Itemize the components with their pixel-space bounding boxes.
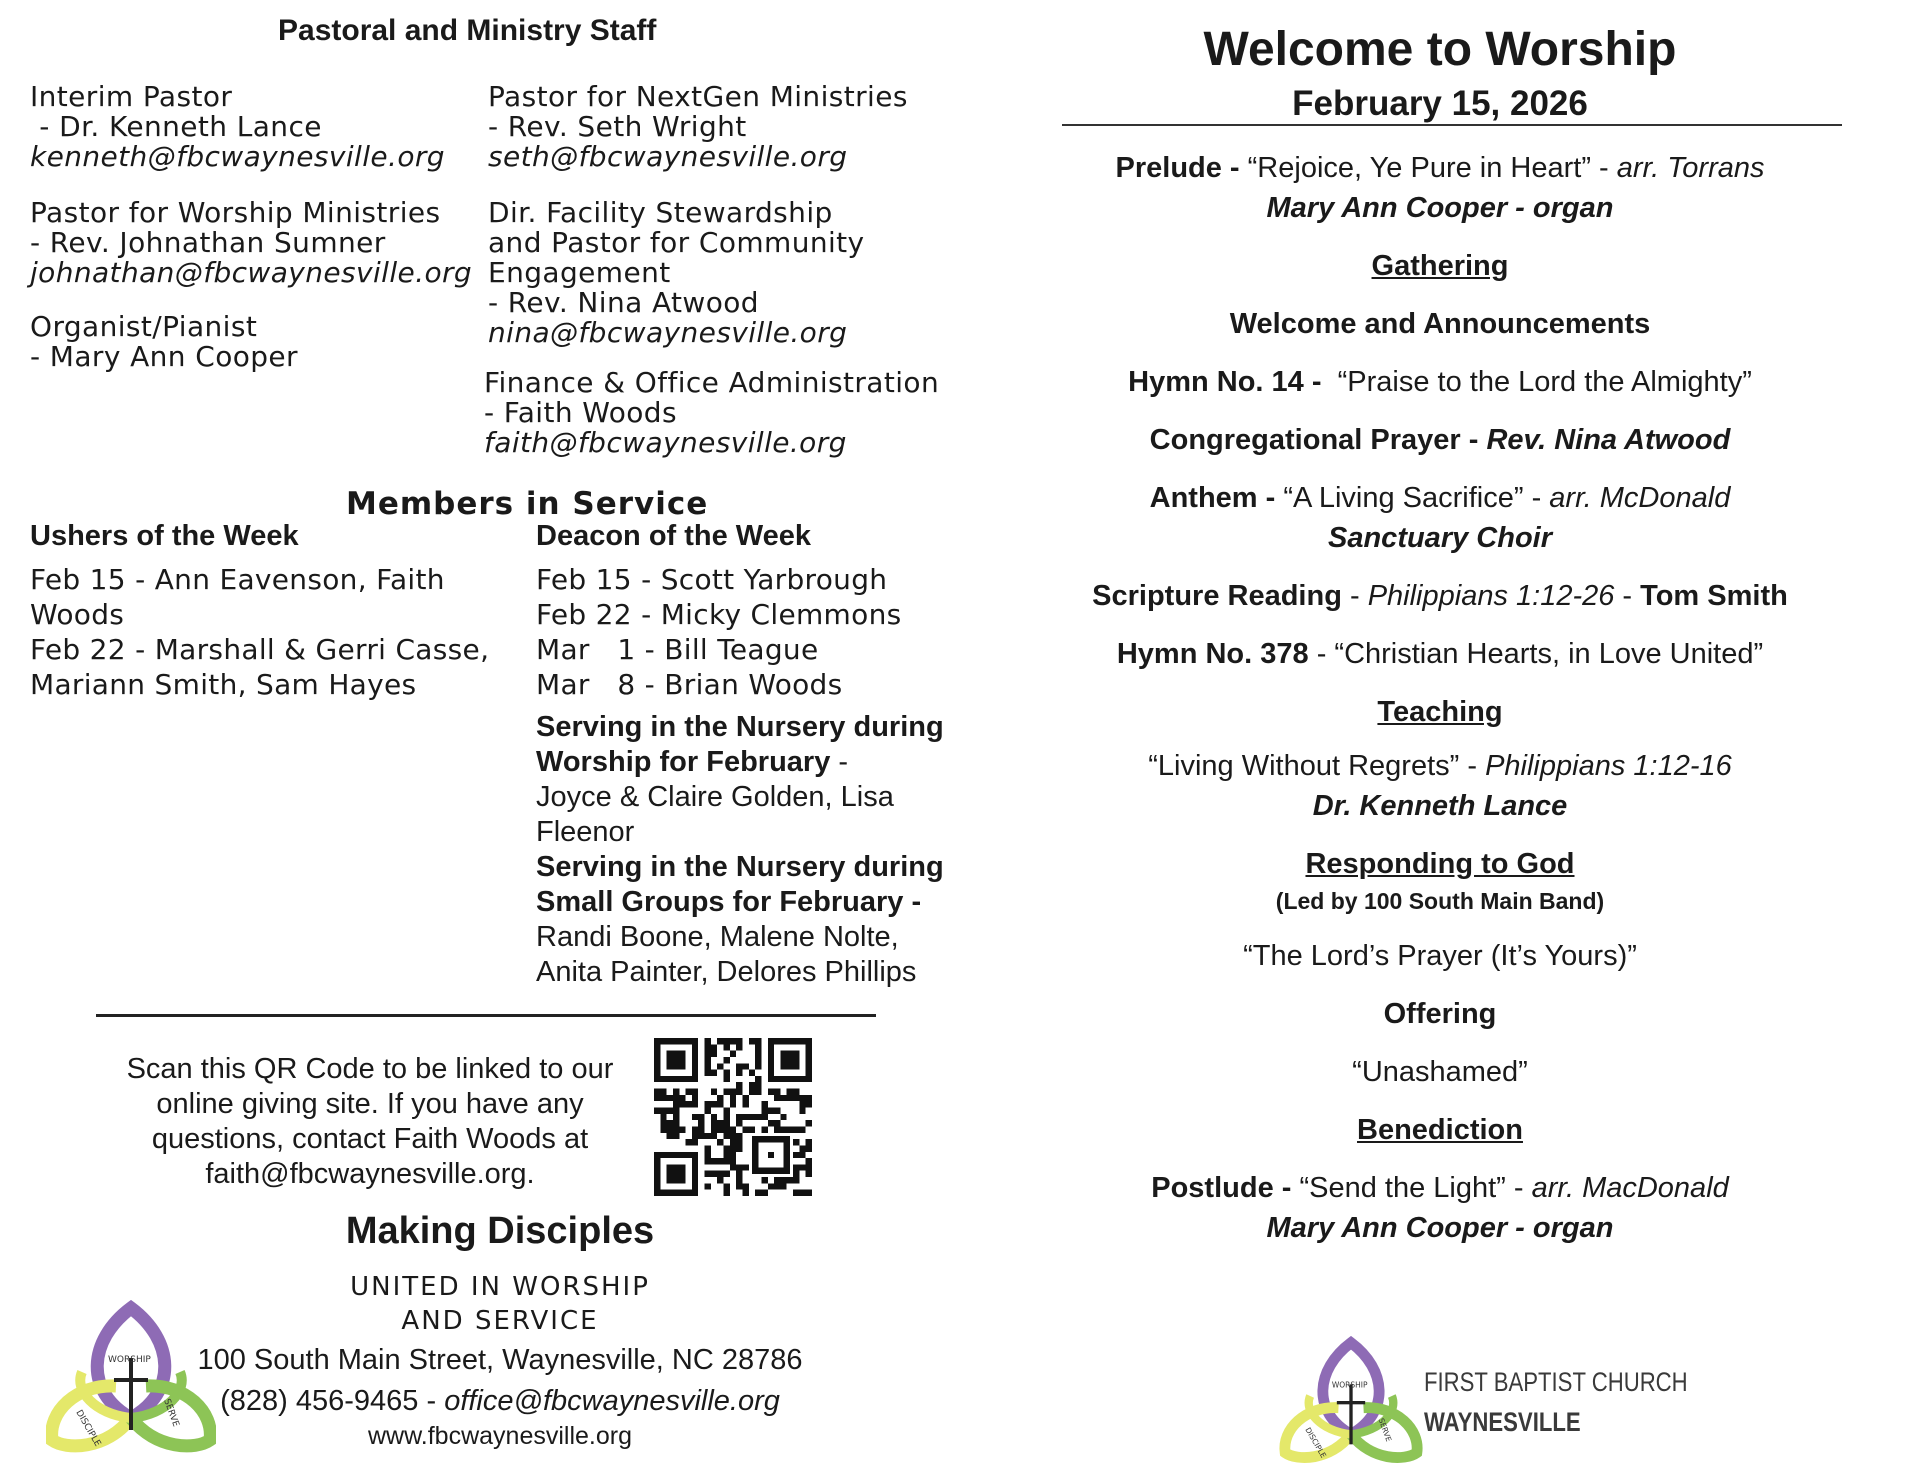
- staff-title: Interim Pastor: [30, 80, 233, 113]
- list-item: Anita Painter, Delores Phillips: [536, 956, 917, 988]
- preacher: Dr. Kenneth Lance: [1312, 790, 1568, 822]
- service-date: February 15, 2026: [1292, 84, 1588, 123]
- members-heading: Members in Service: [346, 486, 709, 522]
- page-title: Welcome to Worship: [1203, 23, 1677, 76]
- staff-right-column: [488, 82, 908, 172]
- staff-title: Pastor for Worship Ministries: [30, 196, 441, 229]
- list-item: Feb 22 - Marshall & Gerri Casse,: [30, 633, 490, 666]
- list-item: Woods: [30, 598, 125, 631]
- nursery-heading: Serving in the Nursery during: [536, 851, 944, 883]
- staff-title: Pastor for NextGen Ministries: [488, 80, 908, 113]
- giving-line: Scan this QR Code to be linked to our: [126, 1053, 614, 1085]
- giving-text: [110, 1052, 630, 1192]
- staff-name: - Rev. Johnathan Sumner: [30, 226, 386, 259]
- ushers-heading: Ushers of the Week: [30, 520, 299, 552]
- scripture-reading: Scripture Reading - Philippians 1:12-26 - Tom Smith: [1092, 580, 1788, 612]
- staff-name: - Mary Ann Cooper: [30, 340, 298, 373]
- list-item: Joyce & Claire Golden, Lisa: [536, 781, 894, 813]
- making-disciples-title: Making Disciples: [345, 1210, 655, 1252]
- phone: (828) 456-9465 -: [220, 1385, 437, 1417]
- logo-word: DISCIPLE: [1303, 1425, 1329, 1460]
- tagline-line: AND SERVICE: [401, 1306, 599, 1336]
- list-item: Feb 15 - Scott Yarbrough: [536, 563, 888, 596]
- staff-email[interactable]: nina@fbcwaynesville.org: [488, 316, 848, 349]
- church-city: WAYNESVILLE: [1424, 1407, 1581, 1437]
- deacon-heading: Deacon of the Week: [536, 520, 812, 552]
- staff-email[interactable]: kenneth@fbcwaynesville.org: [30, 140, 445, 173]
- staff-email[interactable]: seth@fbcwaynesville.org: [488, 140, 848, 173]
- qr-code[interactable]: [654, 1038, 812, 1196]
- staff-name: - Faith Woods: [484, 396, 677, 429]
- giving-line: online giving site. If you have any: [156, 1088, 584, 1120]
- tagline-line: UNITED IN WORSHIP: [350, 1272, 650, 1302]
- prelude-performer: Mary Ann Cooper - organ: [1266, 192, 1614, 224]
- ushers-list: [30, 562, 489, 702]
- nursery-heading: Small Groups for February -: [536, 886, 922, 918]
- church-address-block: [150, 1340, 850, 1422]
- address: 100 South Main Street, Waynesville, NC 28786: [197, 1344, 803, 1376]
- nursery-heading: Worship for February: [536, 746, 831, 778]
- staff-left-column: [30, 82, 445, 172]
- postlude: Postlude - “Send the Light” - arr. MacDonald: [1151, 1172, 1729, 1204]
- list-item: Mar 8 - Brian Woods: [536, 668, 843, 701]
- section-divider: [96, 1014, 876, 1017]
- nursery-heading: Serving in the Nursery during: [536, 711, 944, 743]
- tagline: [300, 1270, 700, 1338]
- staff-title: Dir. Facility Stewardship: [488, 196, 833, 229]
- staff-right-column: [488, 198, 865, 348]
- staff-email[interactable]: johnathan@fbcwaynesville.org: [30, 256, 473, 289]
- logo-word: SERVE: [161, 1397, 181, 1429]
- staff-name: - Rev. Nina Atwood: [488, 286, 759, 319]
- list-item: Feb 22 - Micky Clemmons: [536, 598, 902, 631]
- church-logo-icon: [1276, 1336, 1426, 1476]
- postlude-performer: Mary Ann Cooper - organ: [1266, 1212, 1614, 1244]
- anthem-performer: Sanctuary Choir: [1328, 522, 1552, 554]
- staff-name: - Rev. Seth Wright: [488, 110, 747, 143]
- logo-word: WORSHIP: [1331, 1380, 1368, 1390]
- staff-title: Finance & Office Administration: [484, 366, 940, 399]
- welcome-announcements: Welcome and Announcements: [1229, 308, 1651, 340]
- song-unashamed: “Unashamed”: [1352, 1056, 1528, 1088]
- giving-line[interactable]: faith@fbcwaynesville.org.: [205, 1158, 535, 1190]
- section-teaching: Teaching: [1377, 696, 1503, 728]
- sermon: “Living Without Regrets” - Philippians 1:12-16: [1148, 750, 1732, 782]
- giving-line: questions, contact Faith Woods at: [151, 1123, 589, 1155]
- section-gathering: Gathering: [1371, 250, 1509, 282]
- title-divider: [1062, 124, 1842, 126]
- church-name: FIRST BAPTIST CHURCH: [1424, 1367, 1688, 1397]
- staff-email[interactable]: faith@fbcwaynesville.org: [484, 426, 847, 459]
- hymn-2: Hymn No. 378 - “Christian Hearts, in Love United”: [1116, 638, 1764, 670]
- list-item: Mar 1 - Bill Teague: [536, 633, 819, 666]
- nursery-groups: [536, 850, 944, 990]
- staff-title: Engagement: [488, 256, 671, 289]
- song-lords-prayer: “The Lord’s Prayer (It’s Yours)”: [1243, 940, 1637, 972]
- nursery-dash: -: [830, 746, 849, 778]
- staff-right-column: [484, 368, 939, 458]
- list-item: Mariann Smith, Sam Hayes: [30, 668, 417, 701]
- staff-title: Organist/Pianist: [30, 310, 258, 343]
- list-item: Randi Boone, Malene Nolte,: [536, 921, 899, 953]
- staff-left-column: [30, 312, 298, 372]
- anthem: Anthem - “A Living Sacrifice” - arr. McDonald: [1149, 482, 1731, 514]
- list-item: Fleenor: [536, 816, 635, 848]
- church-wordmark: [1424, 1362, 1688, 1442]
- list-item: Feb 15 - Ann Eavenson, Faith: [30, 563, 445, 596]
- office-email[interactable]: office@fbcwaynesville.org: [444, 1385, 780, 1417]
- staff-name: - Dr. Kenneth Lance: [30, 110, 322, 143]
- offering: Offering: [1383, 998, 1497, 1030]
- website[interactable]: www.fbcwaynesville.org: [368, 1422, 632, 1450]
- logo-word: WORSHIP: [108, 1355, 151, 1365]
- staff-heading: Pastoral and Ministry Staff: [278, 14, 657, 47]
- hymn-1: Hymn No. 14 - “Praise to the Lord the Almighty”: [1128, 366, 1752, 398]
- responding-note: (Led by 100 South Main Band): [1275, 888, 1605, 914]
- staff-title: and Pastor for Community: [488, 226, 865, 259]
- nursery-worship: [536, 710, 944, 850]
- logo-word: DISCIPLE: [73, 1408, 103, 1449]
- logo-word: SERVE: [1376, 1416, 1394, 1443]
- deacon-list: [536, 562, 902, 702]
- congregational-prayer: Congregational Prayer - Rev. Nina Atwood: [1149, 424, 1731, 456]
- section-benediction: Benediction: [1357, 1114, 1523, 1146]
- prelude: Prelude - “Rejoice, Ye Pure in Heart” - arr. Torrans: [1115, 152, 1765, 184]
- section-responding: Responding to God: [1305, 848, 1575, 880]
- staff-left-column: [30, 198, 472, 288]
